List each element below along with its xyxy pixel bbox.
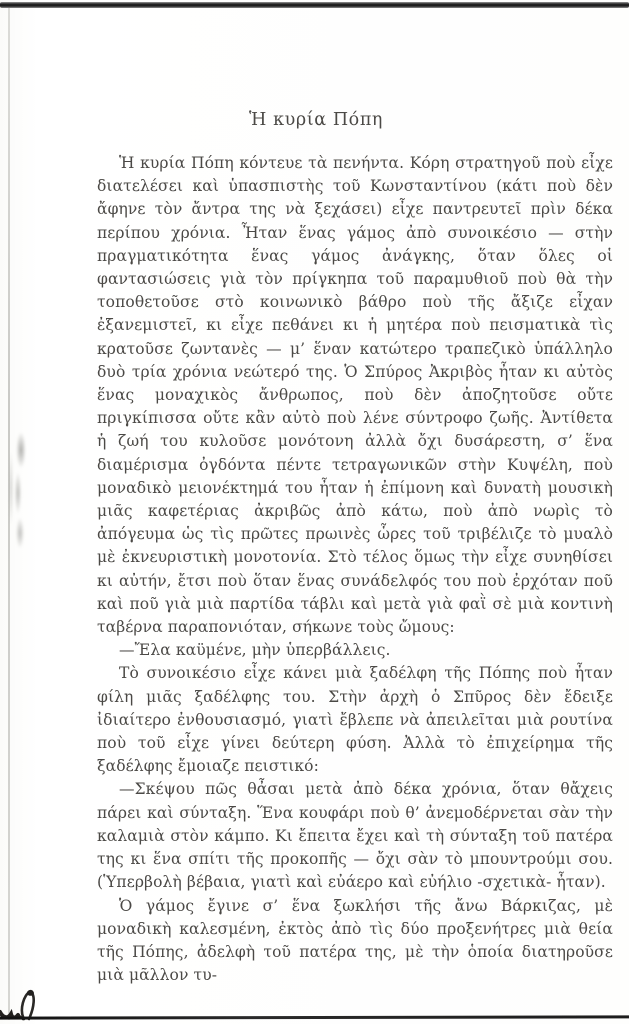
paragraph: Τὸ συνοικέσιο εἶχε κάνει μιὰ ξαδέλφη τῆς Πόπης ποὺ ἦταν φίλη μιᾶς ξαδέλφης του. Στὴν ἀρχὴ ὁ Σπῦρος δὲν ἔδειξε ἰδιαίτερο ἐνθουσιασμό, γιατὶ ἔβλεπε νὰ ἀπειλεῖται μιὰ ρουτίνα ποὺ τοῦ εἶχε γίνει δεύτερη φύση. Ἀλλὰ τὸ ἐπιχείρημα τῆς ξαδέλφης ἔμοιαζε πειστικό: (97, 664, 613, 776)
page-title: Ἡ κυρία Πόπη (248, 110, 383, 130)
paragraph: —Ἔλα καϋμένε, μὴν ὑπερβάλλεις. (119, 641, 391, 660)
scanner-top-edge-artifact (0, 2, 629, 8)
body-text-column (97, 152, 613, 987)
paragraph: —Σκέψου πῶς θἆσαι μετὰ ἀπὸ δέκα χρόνια, ὅταν θἄχεις πάρει καὶ σύνταξη. Ἕνα κουφάρι ποὺ θ’ ἀνεμοδέρνεται σὰν τὴν καλαμιὰ στὸν κάμπο. Κι ἔπειτα ἔχει καὶ τὴ σύνταξη τοῦ πατέρα της κι ἕνα σπίτι τῆς προκοπῆς — ὄχι σὰν τὸ μπουντρούμι σου. (Ὑπερβολὴ βέβαια, γιατὶ καὶ εὐάερο καὶ εὐήλιο -σχετικὰ- ἦταν). (97, 780, 613, 892)
paragraph: Ἡ κυρία Πόπη κόντευε τὰ πενήντα. Κόρη στρατηγοῦ ποὺ εἶχε διατελέσει καὶ ὑπασπιστὴς τοῦ Κωνσταντίνου (κάτι ποὺ δὲν ἄφηνε τὸν ἄντρα της νὰ ξεχάσει) εἶχε παντρευτεῖ πρὶν δέκα περίπου χρόνια. Ἦταν ἕνας γάμος ἀπὸ συνοικέσιο — στὴν πραγματικότητα ἕνας γάμος ἀνάγκης, ὅταν ὅλες οἱ φαντασιώσεις γιὰ τὸν πρίγκηπα τοῦ παραμυθιοῦ ποὺ θὰ τὴν τοποθετοῦσε στὸ κοινωνικὸ βάθρο ποὺ τῆς ἄξιζε εἶχαν ἐξανεμιστεῖ, κι εἶχε πεθάνει κι ἡ μητέρα ποὺ πεισματικὰ τὶς κρατοῦσε ζωντανὲς — μ’ ἕναν κατώτερο τραπεζικὸ ὑπάλληλο δυὸ τρία χρόνια νεώτερό της. Ὁ Σπύρος Ἀκριβὸς ἦταν κι αὐτὸς ἕνας μοναχικὸς ἄνθρωπος, ποὺ δὲν ἀποζητοῦσε οὔτε πριγκίπισσα οὔτε κἂν αὐτὸ ποὺ λένε σύντροφο ζωῆς. Ἀντίθετα ἡ ζωή του κυλοῦσε μονότονη ἀλλὰ ὄχι δυσάρεστη, σ’ ἕνα διαμέρισμα ὀγδόντα πέντε τετραγωνικῶν στὴν Κυψέλη, ποὺ μοναδικὸ μειονέκτημά του ἦταν ἡ ἐπίμονη καὶ δυνατὴ μουσικὴ μιᾶς καφετέριας ἀκριβῶς ἀπὸ κάτω, ποὺ ἀπὸ νωρὶς τὸ ἀπόγευμα ὡς τὶς πρῶτες πρωινὲς ὧρες τοῦ τριβέλιζε τὸ μυαλὸ μὲ ἐκνευριστικὴ μονοτονία. Στὸ τέλος ὅμως τὴν εἶχε συνηθίσει κι αὐτήν, ἔτσι ποὺ ὅταν ἕνας συνάδελφός του ποὺ ἐρχόταν ποῦ καὶ ποῦ γιὰ μιὰ παρτίδα τάβλι καὶ μετὰ γιὰ φαῒ σὲ μιὰ κοντινὴ ταβέρνα παραπονιόταν, σήκωνε τοὺς ὤμους: (97, 154, 613, 637)
scanner-bottom-edge-artifact (0, 1015, 629, 1019)
left-margin-smudge-artifact (5, 418, 31, 568)
paragraph: Ὁ γάμος ἔγινε σ’ ἕνα ξωκλήσι τῆς ἄνω Βάρκιζας, μὲ μοναδικὴ καλεσμένη, ἐκτὸς ἀπὸ τὶς δύο προξενήτρες μιὰ θεία τῆς Πόπης, ἀδελφὴ τοῦ πατέρα της, μὲ τὴν ὁποία διατηροῦσε μιὰ μᾶλλον τυ- (97, 896, 613, 985)
ink-scribble-artifact (0, 988, 62, 1028)
